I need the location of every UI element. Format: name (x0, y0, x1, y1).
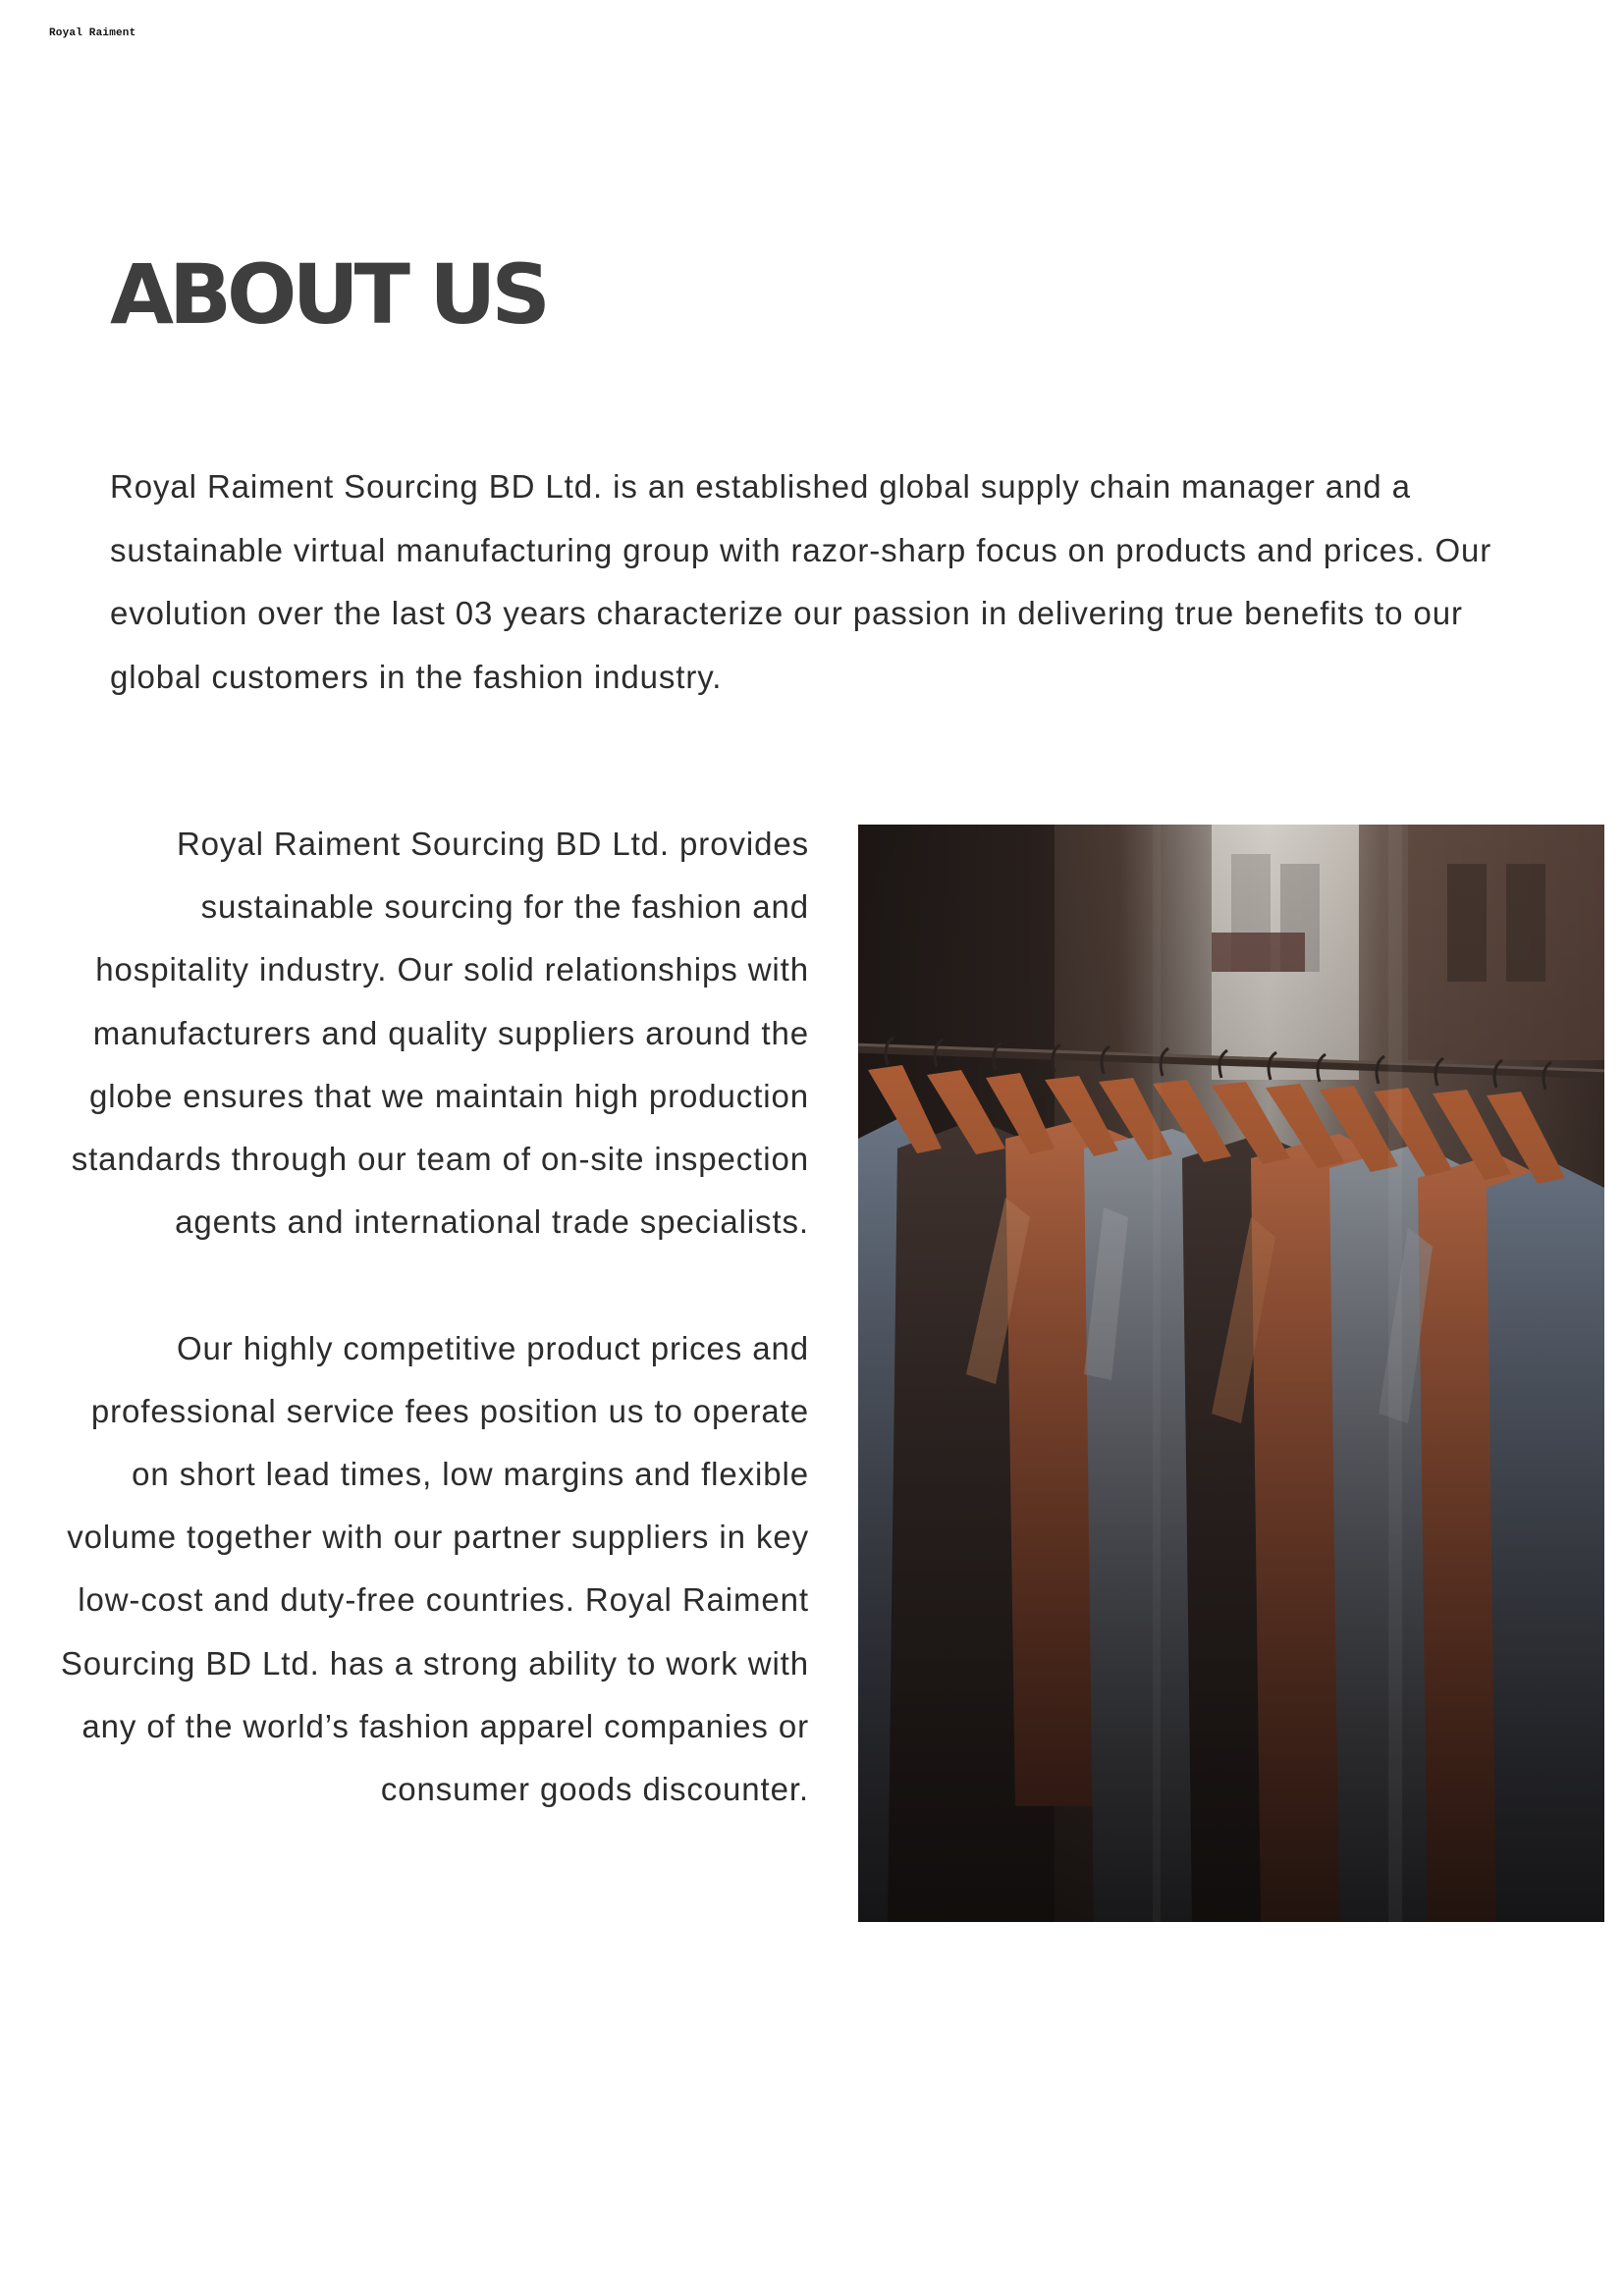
body-paragraph-1: Royal Raiment Sourcing BD Ltd. provides sustainable sourcing for the fashion and hospitality industry. Our solid relationships with manufacturers and quality suppliers around the globe ensures that we maintain high production standards through our team of on-site inspection agents and international trade specialists. (71, 826, 809, 1241)
clothing-rack-photo (858, 825, 1604, 1922)
body-paragraph-2: Our highly competitive product prices and professional service fees position us to operate on short lead times, low margins and flexible volume together with our partner suppliers in key low-cost and duty-free countries. Royal Raiment Sourcing BD Ltd. has a strong ability to work with any of the world’s fashion apparel companies or consumer goods discounter. (60, 1329, 809, 1808)
intro-paragraph: Royal Raiment Sourcing BD Ltd. is an established global supply chain manager and a sustainable virtual manufacturing group with razor-sharp focus on products and prices. Our evolution over the last 03 years characterize our passion in delivering true benefits to our global customers in the fashion industry. (110, 468, 1492, 695)
brand-logo-text: Royal Raiment (49, 27, 136, 39)
page-title: ABOUT US (110, 246, 546, 343)
body-text-column (59, 813, 809, 1821)
